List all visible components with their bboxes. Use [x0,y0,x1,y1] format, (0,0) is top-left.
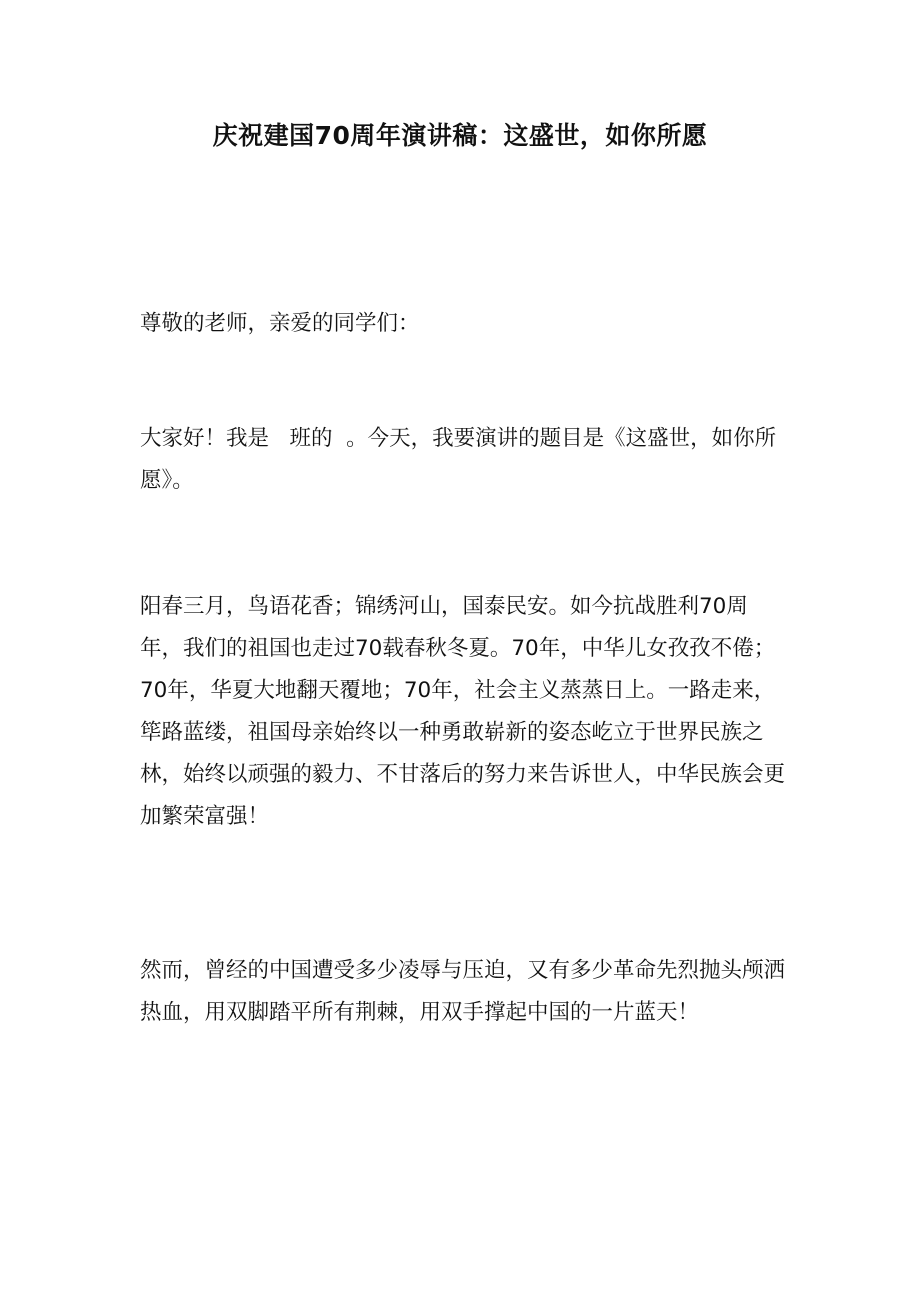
paragraph-spring: 阳春三月，鸟语花香；锦绣河山，国泰民安。如今抗战胜利70周年，我们的祖国也走过70载春秋冬夏。70年，中华儿女孜孜不倦；70年，华夏大地翻天覆地；70年，社会主义蒸蒸日上。一路走来，筚路蓝缕，祖国母亲始终以一种勇敢崭新的姿态屹立于世界民族之林，始终以顽强的毅力、不甘落后的努力来告诉世人，中华民族会更加繁荣富强！ [140,594,786,829]
paragraph-history: 然而，曾经的中国遭受多少凌辱与压迫，又有多少革命先烈抛头颅洒热血，用双脚踏平所有荆棘，用双手撑起中国的一片蓝天！ [140,958,786,1025]
paragraph-greeting: 大家好！我是 班的 。今天，我要演讲的题目是《这盛世，如你所愿》。 [140,426,777,493]
document-title: 庆祝建国70周年演讲稿：这盛世，如你所愿 [212,121,708,150]
paragraph-salutation: 尊敬的老师，亲爱的同学们： [140,311,420,336]
